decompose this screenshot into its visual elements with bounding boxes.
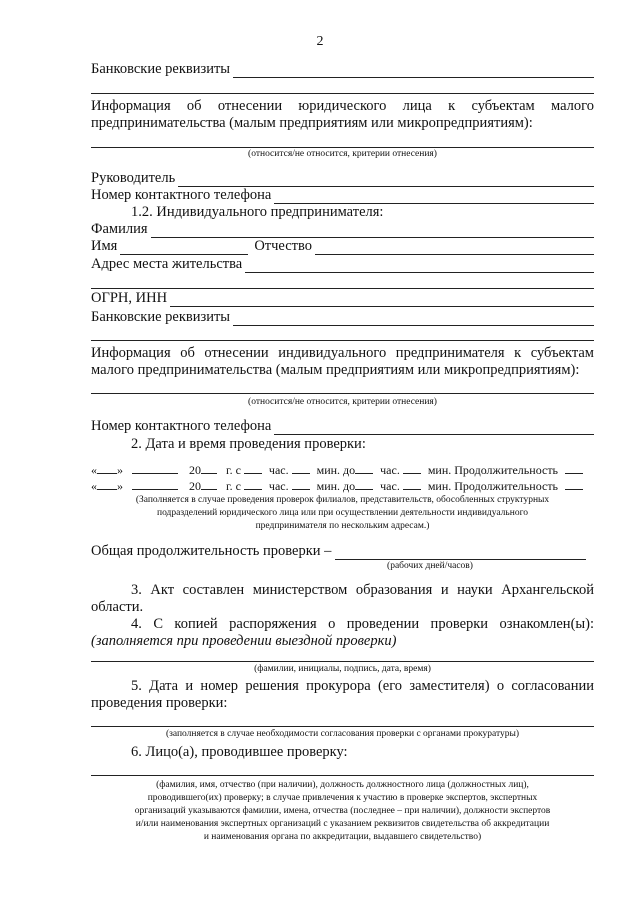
section-6-heading: 6. Лицо(а), проводившее проверку:	[131, 744, 348, 760]
ip-criteria-caption: (относится/не относится, критерии отнесения)	[248, 397, 437, 407]
legal-entity-info-line-1: Информация об отнесении юридического лица к субъектам малого	[91, 98, 594, 114]
schedule-row-1: « » 20 г. с час. мин. до час. мин. Продолжительность	[91, 462, 611, 477]
phone-field[interactable]	[274, 189, 594, 204]
ip-bank-details-label: Банковские реквизиты	[91, 309, 231, 325]
head-row	[91, 170, 594, 187]
ip-phone-row	[91, 418, 594, 435]
total-duration-label: Общая продолжительность проверки –	[91, 543, 332, 559]
ogrn-row	[91, 290, 594, 307]
bank-details-row	[91, 61, 594, 78]
section-2-heading: 2. Дата и время проведения проверки:	[131, 436, 366, 452]
min-to-field-2[interactable]	[403, 478, 421, 490]
year-field[interactable]	[201, 462, 217, 474]
ip-info-line-2: малого предпринимательства (малым предприятиям или микропредприятиям):	[91, 362, 580, 378]
workdays-caption: (рабочих дней/часов)	[387, 561, 473, 571]
bank-details-line-2[interactable]	[91, 93, 594, 94]
residence-label: Адрес места жительства	[91, 256, 243, 272]
min-from-field[interactable]	[292, 462, 310, 474]
name-label: Имя	[91, 238, 118, 254]
section-1-2-heading: 1.2. Индивидуального предпринимателя:	[131, 204, 384, 220]
head-field[interactable]	[178, 172, 594, 187]
ip-phone-field[interactable]	[274, 420, 594, 435]
ogrn-field[interactable]	[170, 292, 594, 307]
inspector-caption-5: и наименования органа по аккредитации, выдавшего свидетельство)	[203, 832, 482, 842]
legal-entity-info-line-2: предпринимательства (малым предприятиям или микропредприятиям):	[91, 115, 533, 131]
surname-row	[91, 221, 594, 238]
phone-label: Номер контактного телефона	[91, 187, 272, 203]
month-field-2[interactable]	[132, 478, 178, 490]
schedule-caption-3: предпринимателя по нескольким адресам.)	[255, 521, 430, 531]
section-3-line-2: области.	[91, 599, 144, 615]
year-field-2[interactable]	[201, 478, 217, 490]
schedule-row-2: « » 20 г. с час. мин. до час. мин. Продолжительность	[91, 478, 611, 493]
duration-field-2[interactable]	[565, 478, 583, 490]
schedule-caption-1: (Заполняется в случае проведения проверок филиалов, представительств, обособленных структурных	[135, 495, 550, 505]
ip-bank-details-field[interactable]	[233, 311, 594, 326]
inspector-caption-3: организаций указываются фамилии, имена, отчества (последнее – при наличии), должности экспертов	[134, 806, 551, 816]
prosecutor-field[interactable]	[91, 726, 594, 727]
section-3-line-1: 3. Акт составлен министерством образования и науки Архангельской	[131, 582, 594, 598]
min-to-field[interactable]	[403, 462, 421, 474]
surname-label: Фамилия	[91, 221, 148, 237]
ip-bank-details-row	[91, 309, 594, 326]
section-4-line-2: (заполняется при проведении выездной проверки)	[91, 633, 397, 649]
schedule-caption-2: подразделений юридического лица или при осуществлении деятельности индивидуального	[156, 508, 528, 518]
signature-field[interactable]	[91, 661, 594, 662]
ip-info-line-1: Информация об отнесении индивидуального предпринимателя к субъектам	[91, 345, 594, 361]
residence-row	[91, 256, 594, 273]
head-label: Руководитель	[91, 170, 176, 186]
inspector-caption-2: проводившего(их) проверку; в случае привлечения к участию в проверке экспертов, экспертных	[147, 793, 538, 803]
ogrn-label: ОГРН, ИНН	[91, 290, 168, 306]
surname-field[interactable]	[151, 223, 595, 238]
hour-to-field[interactable]	[355, 462, 373, 474]
prosecutor-caption: (заполняется в случае необходимости согласования проверки с органами прокуратуры)	[165, 729, 520, 739]
residence-line-2[interactable]	[91, 288, 594, 289]
day-field[interactable]	[97, 462, 117, 474]
name-row	[91, 238, 594, 255]
section-5-line-2: проведения проверки:	[91, 695, 228, 711]
total-duration-field[interactable]	[335, 545, 586, 560]
month-field[interactable]	[132, 462, 178, 474]
signature-caption: (фамилии, инициалы, подпись, дата, время)	[254, 664, 431, 674]
section-5-line-1: 5. Дата и номер решения прокурора (его заместителя) о согласовании	[131, 678, 594, 694]
day-field-2[interactable]	[97, 478, 117, 490]
ip-bank-details-line-2[interactable]	[91, 340, 594, 341]
phone-row	[91, 187, 594, 204]
ip-phone-label: Номер контактного телефона	[91, 418, 272, 434]
bank-details-label: Банковские реквизиты	[91, 61, 231, 77]
hour-from-field-2[interactable]	[244, 478, 262, 490]
inspector-field[interactable]	[91, 775, 594, 776]
inspector-caption-4: и/или наименования экспертных организаций с указанием реквизитов свидетельства об аккредитации	[135, 819, 550, 829]
criteria-caption: (относится/не относится, критерии отнесения)	[248, 149, 437, 159]
ip-info-field[interactable]	[91, 393, 594, 394]
duration-field[interactable]	[565, 462, 583, 474]
residence-field[interactable]	[245, 258, 594, 273]
hour-from-field[interactable]	[244, 462, 262, 474]
name-field[interactable]	[120, 240, 248, 255]
page-number: 2	[316, 34, 324, 49]
patronymic-field[interactable]	[315, 240, 594, 255]
total-duration-row	[91, 543, 586, 560]
patronymic-label: Отчество	[254, 238, 312, 254]
min-from-field-2[interactable]	[292, 478, 310, 490]
section-4-line-1: 4. С копией распоряжения о проведении проверки ознакомлен(ы):	[131, 616, 594, 632]
hour-to-field-2[interactable]	[355, 478, 373, 490]
bank-details-field[interactable]	[233, 63, 594, 78]
inspector-caption-1: (фамилия, имя, отчество (при наличии), должность должностного лица (должностных лиц),	[156, 780, 529, 790]
